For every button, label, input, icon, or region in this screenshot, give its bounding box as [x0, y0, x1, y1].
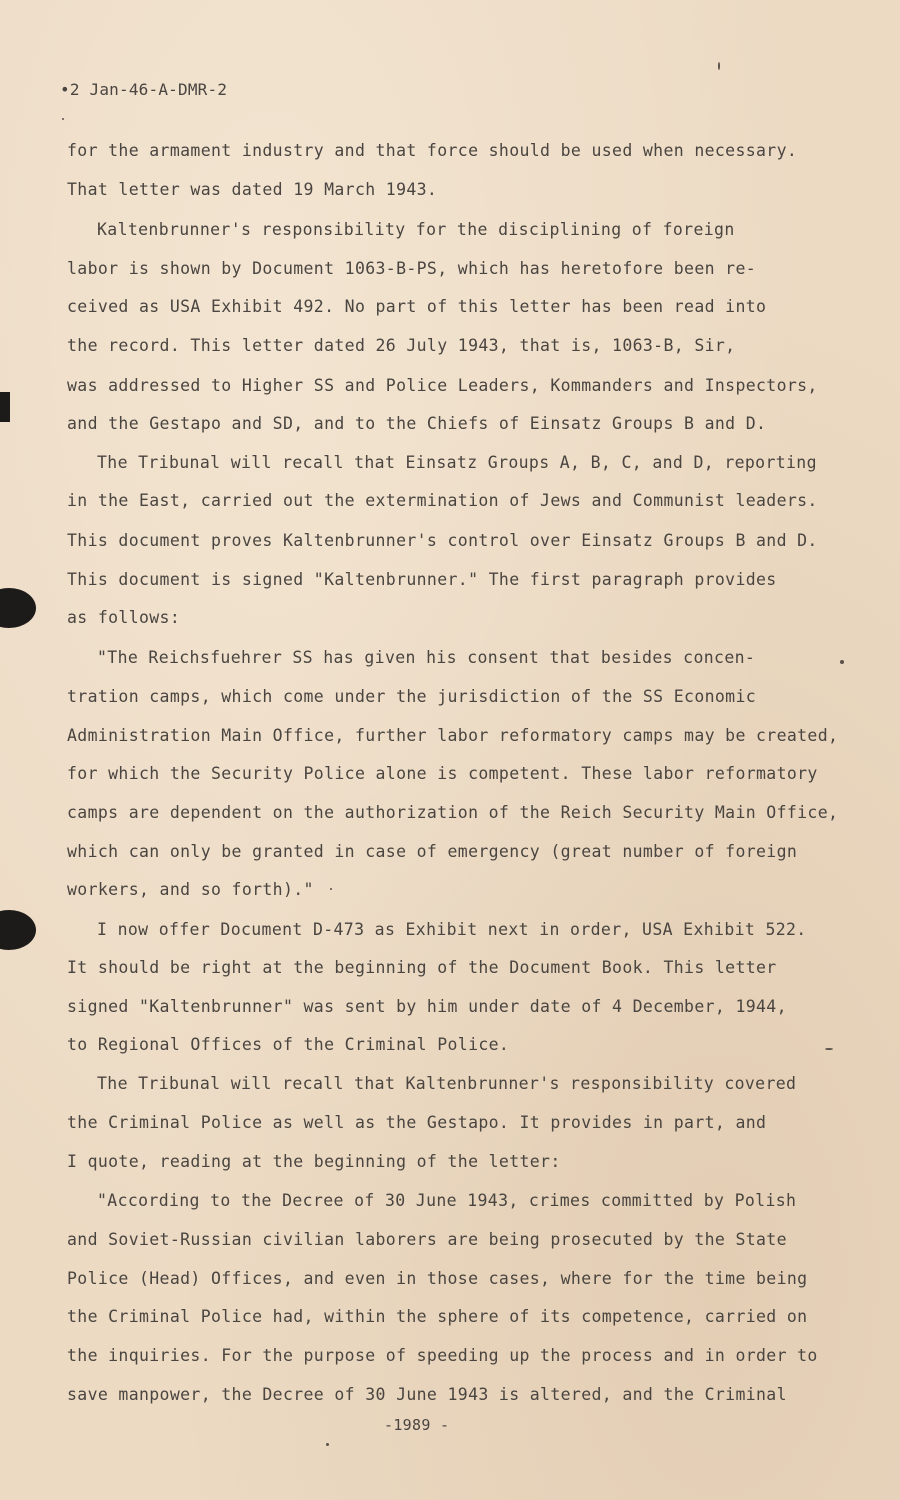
text-line: camps are dependent on the authorization of the Reich Security Main Office, — [67, 803, 839, 822]
text-line: save manpower, the Decree of 30 June 1943 is altered, and the Criminal — [67, 1385, 787, 1404]
text-line: and Soviet-Russian civilian laborers are being prosecuted by the State — [67, 1230, 787, 1249]
text-line: the inquiries. For the purpose of speeding up the process and in order to — [67, 1346, 818, 1365]
text-line: was addressed to Higher SS and Police Leaders, Kommanders and Inspectors, — [67, 376, 818, 395]
text-line: signed "Kaltenbrunner" was sent by him under date of 4 December, 1944, — [67, 997, 787, 1016]
text-line: the record. This letter dated 26 July 1943, that is, 1063-B, Sir, — [67, 336, 736, 355]
ink-speck — [62, 118, 64, 120]
ink-speck — [840, 660, 844, 664]
text-line: I quote, reading at the beginning of the letter: — [67, 1152, 561, 1171]
punch-hole — [0, 910, 36, 950]
text-line: workers, and so forth)." — [67, 880, 314, 899]
text-line: The Tribunal will recall that Einsatz Groups A, B, C, and D, reporting — [97, 453, 817, 472]
text-line: for which the Security Police alone is competent. These labor reformatory — [67, 764, 818, 783]
text-line: Administration Main Office, further labor reformatory camps may be created, — [67, 726, 839, 745]
text-line: It should be right at the beginning of the Document Book. This letter — [67, 958, 777, 977]
text-line: labor is shown by Document 1063-B-PS, which has heretofore been re- — [67, 259, 757, 278]
text-line: as follows: — [67, 608, 181, 627]
ink-speck — [718, 62, 720, 70]
text-line: That letter was dated 19 March 1943. — [67, 180, 438, 199]
text-line: tration camps, which come under the jurisdiction of the SS Economic — [67, 687, 757, 706]
text-line: and the Gestapo and SD, and to the Chiefs of Einsatz Groups B and D. — [67, 414, 767, 433]
text-line: The Tribunal will recall that Kaltenbrunner's responsibility covered — [97, 1074, 797, 1093]
text-line: which can only be granted in case of emergency (great number of foreign — [67, 842, 798, 861]
text-line: "According to the Decree of 30 June 1943, crimes committed by Polish — [97, 1191, 797, 1210]
text-line: the Criminal Police had, within the sphere of its competence, carried on — [67, 1307, 808, 1326]
ink-speck — [825, 1048, 833, 1050]
text-line: I now offer Document D-473 as Exhibit next in order, USA Exhibit 522. — [97, 920, 807, 939]
punch-hole — [0, 588, 36, 628]
text-line: in the East, carried out the extermination of Jews and Communist leaders. — [67, 491, 818, 510]
text-line: "The Reichsfuehrer SS has given his consent that besides concen- — [97, 648, 756, 667]
ink-speck — [330, 888, 332, 890]
text-line: Kaltenbrunner's responsibility for the disciplining of foreign — [97, 220, 735, 239]
document-header: •2 Jan-46-A-DMR-2 — [60, 80, 228, 99]
text-line: Police (Head) Offices, and even in those cases, where for the time being — [67, 1269, 808, 1288]
text-line: This document is signed "Kaltenbrunner." The first paragraph provides — [67, 570, 777, 589]
edge-mark — [0, 392, 10, 422]
text-line: the Criminal Police as well as the Gestapo. It provides in part, and — [67, 1113, 767, 1132]
text-line: ceived as USA Exhibit 492. No part of this letter has been read into — [67, 297, 767, 316]
page-number: -1989 - — [384, 1416, 450, 1434]
ink-speck — [326, 1443, 329, 1446]
text-line: This document proves Kaltenbrunner's control over Einsatz Groups B and D. — [67, 531, 818, 550]
text-line: to Regional Offices of the Criminal Police. — [67, 1035, 510, 1054]
text-line: for the armament industry and that force should be used when necessary. — [67, 141, 798, 160]
